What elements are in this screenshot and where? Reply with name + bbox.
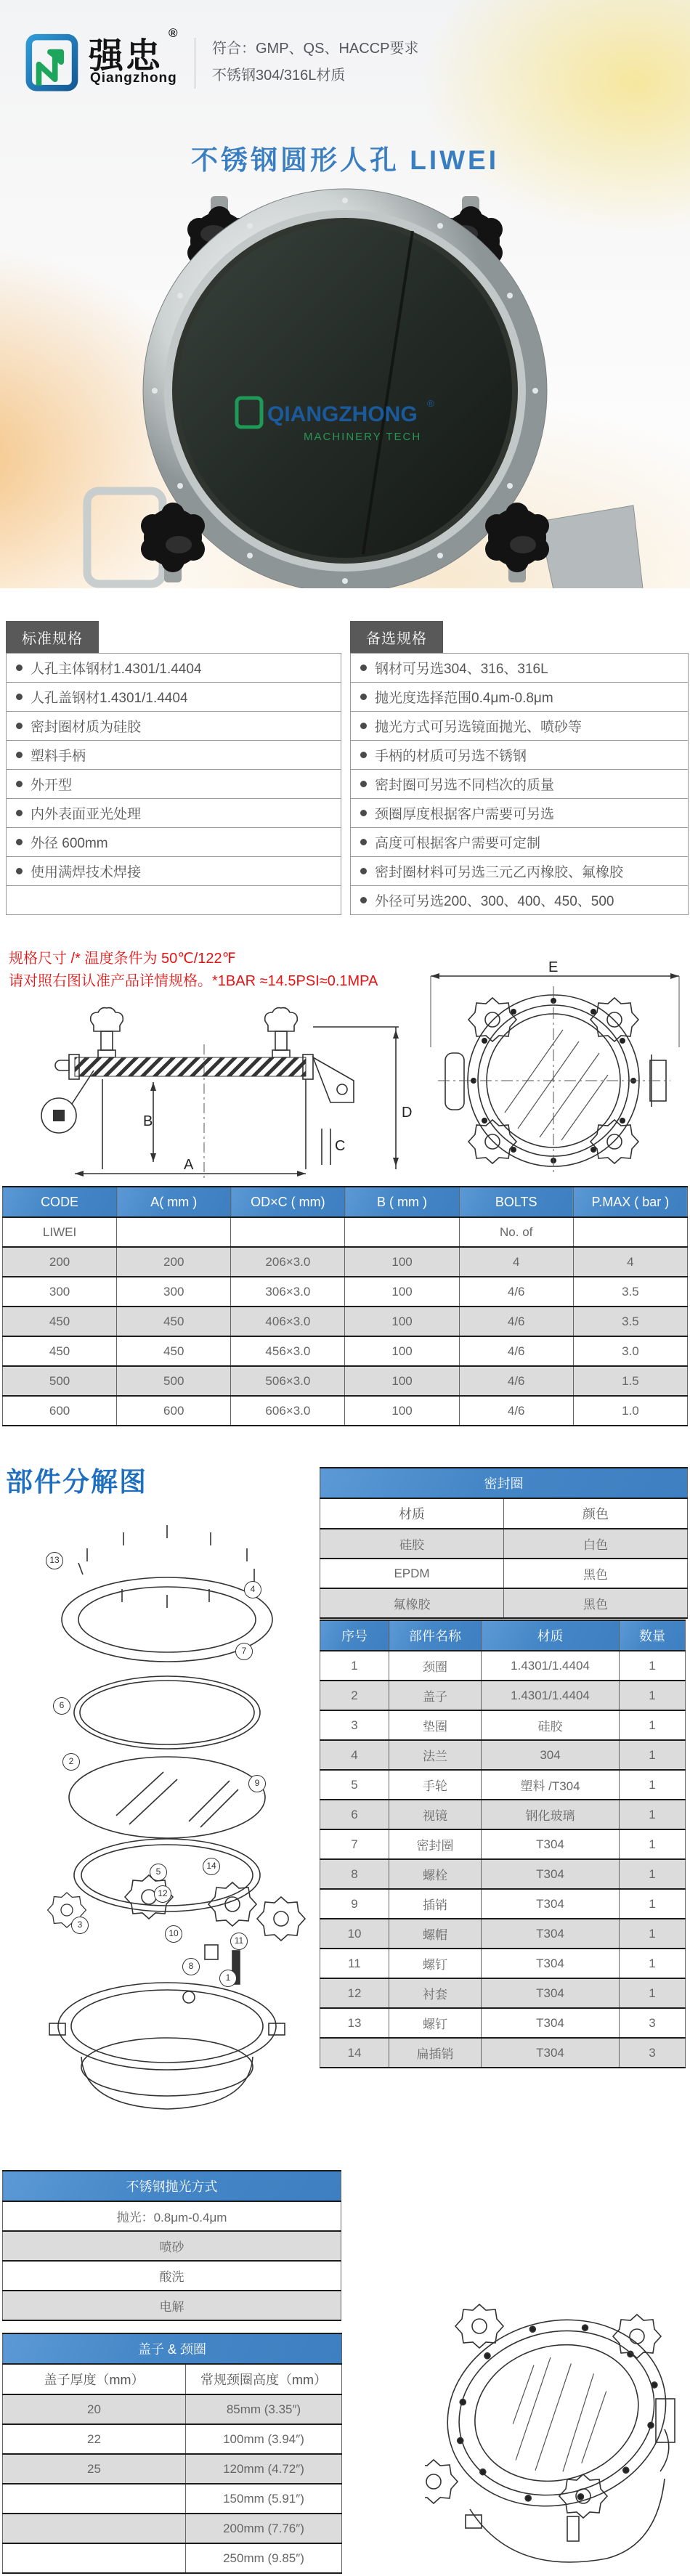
spec-item	[351, 712, 688, 741]
table-cell: 450	[117, 1307, 231, 1336]
bullet-icon	[16, 723, 23, 729]
perspective-drawing	[425, 2291, 690, 2576]
cross-section-drawing	[18, 1001, 414, 1184]
table-cell: 206×3.0	[231, 1247, 345, 1277]
part-callout-badge: 10	[165, 1925, 182, 1943]
table-cell: 1	[620, 1770, 686, 1800]
table-cell: 12	[320, 1978, 389, 2008]
part-callout-badge: 12	[154, 1885, 171, 1903]
spec-item-label: 颈圈厚度根据客户需要可另选	[375, 807, 555, 822]
table-row	[320, 1559, 688, 1588]
table-cell: LIWEI	[3, 1217, 117, 1247]
table-cell: 3.0	[573, 1336, 687, 1366]
table-cell: 100	[345, 1396, 459, 1426]
table-cell: 1.5	[573, 1366, 687, 1396]
spec-item	[7, 741, 341, 770]
front-view-drawing	[418, 960, 690, 1175]
table-cell: 11	[320, 1949, 389, 1978]
bullet-icon	[16, 752, 23, 758]
table-cell: 法兰	[389, 1740, 482, 1770]
table-cell: 14	[320, 2038, 389, 2068]
bullet-icon	[16, 839, 23, 845]
table-cell: 1	[620, 1681, 686, 1710]
table-cell: 5	[320, 1770, 389, 1800]
table-cell: 600	[117, 1396, 231, 1426]
parts-table	[320, 1620, 686, 2068]
cover-table-title-row	[3, 2333, 342, 2364]
spec-item	[351, 770, 688, 799]
part-callout-badge: 5	[150, 1864, 167, 1881]
spec-item	[351, 828, 688, 857]
hero-section	[0, 0, 690, 588]
spec-item-label: 高度可根据客户需要可定制	[375, 836, 541, 851]
bullet-icon	[16, 781, 23, 787]
header-cell: 数量	[620, 1620, 686, 1651]
table-cell: 黑色	[504, 1559, 688, 1588]
part-callout-badge: 4	[244, 1581, 261, 1598]
table-cell: 406×3.0	[231, 1307, 345, 1336]
table-cell: 1	[620, 1710, 686, 1740]
watermark-sub: MACHINERY TECH	[304, 431, 422, 443]
table-cell: 抛光：0.8μm-0.4μm	[3, 2201, 341, 2231]
spec-item	[7, 683, 341, 712]
table-row	[320, 1978, 686, 2008]
bullet-icon	[360, 723, 367, 729]
seal-table-title: 密封圈	[320, 1468, 688, 1498]
table-row	[320, 1651, 686, 1681]
table-row	[320, 1710, 686, 1740]
table-cell: 4	[573, 1247, 687, 1277]
brand-name-en: Qiangzhong	[90, 70, 177, 86]
table-cell: 酸洗	[3, 2261, 341, 2291]
header-cell: 序号	[320, 1620, 389, 1651]
table-cell: 电解	[3, 2291, 341, 2320]
header-cell: 盖子厚度（mm）	[3, 2364, 186, 2394]
table-row	[3, 1336, 688, 1366]
table-row	[320, 1829, 686, 1859]
table-cell: 500	[117, 1366, 231, 1396]
part-callout-badge: 6	[53, 1697, 70, 1715]
table-cell: 13	[320, 2008, 389, 2038]
header-cell: 部件名称	[389, 1620, 482, 1651]
table-cell: 手轮	[389, 1770, 482, 1800]
table-cell: 506×3.0	[231, 1366, 345, 1396]
header-cell: 颜色	[504, 1498, 688, 1529]
table-row	[3, 1366, 688, 1396]
table-cell: 颈圈	[389, 1651, 482, 1681]
table-cell: 25	[3, 2454, 186, 2484]
table-cell	[3, 2543, 186, 2573]
table-cell: 100	[345, 1247, 459, 1277]
spec-item-label: 外开型	[31, 778, 73, 793]
table-cell: EPDM	[320, 1559, 504, 1588]
table-row	[320, 1770, 686, 1800]
spec-item-label: 内外表面亚光处理	[31, 807, 142, 822]
parts-table-header-row	[320, 1620, 686, 1651]
table-cell: 硅胶	[482, 1710, 620, 1740]
table-cell: 垫圈	[389, 1710, 482, 1740]
table-row	[320, 1949, 686, 1978]
table-cell: 250mm (9.85″)	[186, 2543, 342, 2573]
standard-specs-list	[6, 653, 341, 915]
table-row	[3, 1307, 688, 1336]
table-cell: 2	[320, 1681, 389, 1710]
table-cell: 9	[320, 1889, 389, 1919]
spec-item-label: 人孔盖钢材1.4301/1.4404	[31, 691, 188, 706]
table-cell: 钢化玻璃	[482, 1800, 620, 1829]
bullet-icon	[360, 868, 367, 874]
spec-item-label: 人孔主体钢材1.4301/1.4404	[31, 662, 202, 677]
spec-item	[351, 857, 688, 886]
dim-label-a: A	[184, 1157, 194, 1173]
table-cell: 450	[117, 1336, 231, 1366]
cover-table-title: 盖子 & 颈圈	[3, 2333, 342, 2364]
size-table-header-row	[3, 1187, 688, 1217]
table-cell: 456×3.0	[231, 1336, 345, 1366]
table-row	[320, 1800, 686, 1829]
table-cell: 4	[320, 1740, 389, 1770]
polish-table-title: 不锈钢抛光方式	[3, 2171, 341, 2201]
table-cell: 盖子	[389, 1681, 482, 1710]
table-cell: 8	[320, 1859, 389, 1889]
table-row	[3, 2484, 342, 2514]
spec-item-label: 密封圈材料可另选三元乙丙橡胶、氟橡胶	[375, 865, 624, 880]
table-cell	[573, 1217, 687, 1247]
table-cell: 硅胶	[320, 1529, 504, 1559]
spec-item	[7, 654, 341, 683]
spec-item-label: 密封圈可另选不同档次的质量	[375, 778, 555, 793]
table-cell: 1	[620, 1651, 686, 1681]
spec-item	[351, 683, 688, 712]
table-cell: 4/6	[459, 1336, 573, 1366]
bullet-icon	[360, 897, 367, 903]
qiangzhong-logo-icon	[22, 33, 86, 93]
bullet-icon	[360, 694, 367, 700]
bullet-icon	[16, 665, 23, 671]
table-cell: 450	[3, 1336, 117, 1366]
seal-table-subhead-row	[320, 1498, 688, 1529]
table-cell: 3	[320, 1710, 389, 1740]
product-glass	[178, 224, 512, 558]
spec-item	[7, 770, 341, 799]
table-row	[3, 1217, 688, 1247]
header-cell: 常规颈圈高度（mm）	[186, 2364, 342, 2394]
table-row	[320, 1529, 688, 1559]
part-callout-badge: 1	[219, 1970, 237, 1987]
part-callout-badge: 11	[230, 1933, 248, 1950]
spec-item-label: 手柄的材质可另选不锈钢	[375, 749, 527, 764]
table-cell: 喷砂	[3, 2231, 341, 2261]
table-cell: 6	[320, 1800, 389, 1829]
cover-neck-table	[2, 2333, 342, 2574]
spec-item-label: 密封圈材质为硅胶	[31, 720, 142, 735]
spec-item	[7, 886, 341, 914]
table-cell: 200mm (7.76″)	[186, 2514, 342, 2543]
table-cell: 黑色	[504, 1588, 688, 1618]
spec-item	[351, 799, 688, 828]
table-cell: 4/6	[459, 1277, 573, 1307]
bullet-icon	[16, 694, 23, 700]
table-cell	[3, 2484, 186, 2514]
table-row	[3, 1277, 688, 1307]
cert-line-2: 不锈钢304/316L材质	[212, 68, 346, 84]
table-cell: 螺钉	[389, 1949, 482, 1978]
table-cell: 4/6	[459, 1396, 573, 1426]
table-cell: 扁插销	[389, 2038, 482, 2068]
table-cell: 300	[3, 1277, 117, 1307]
part-callout-badge: 9	[248, 1775, 266, 1792]
exploded-diagram	[15, 1518, 320, 2121]
table-cell: 200	[3, 1247, 117, 1277]
table-cell: 1	[620, 1859, 686, 1889]
table-cell: T304	[482, 1859, 620, 1889]
brand-name-cn: 强忠	[89, 37, 163, 76]
table-cell: 插销	[389, 1889, 482, 1919]
table-row	[3, 2454, 342, 2484]
table-cell: 1	[620, 1740, 686, 1770]
dim-label-e: E	[548, 960, 559, 975]
table-cell: 100	[345, 1307, 459, 1336]
table-cell: 视镜	[389, 1800, 482, 1829]
table-cell: 1	[620, 1829, 686, 1859]
part-callout-badge: 2	[62, 1753, 80, 1771]
product-photo	[0, 180, 690, 588]
table-cell: 100mm (3.94″)	[186, 2424, 342, 2454]
table-cell: 100	[345, 1336, 459, 1366]
table-row	[3, 2291, 341, 2320]
table-cell: 1.0	[573, 1396, 687, 1426]
table-cell: 密封圈	[389, 1829, 482, 1859]
table-cell: 85mm (3.35″)	[186, 2394, 342, 2424]
table-row	[3, 2514, 342, 2543]
bullet-icon	[360, 781, 367, 787]
spec-item-label: 使用满焊技术焊接	[31, 865, 142, 880]
table-cell: 606×3.0	[231, 1396, 345, 1426]
watermark-reg: ®	[427, 398, 434, 409]
table-cell: No. of	[459, 1217, 573, 1247]
table-row	[3, 2261, 341, 2291]
table-row	[320, 1919, 686, 1949]
table-row	[320, 1889, 686, 1919]
table-cell: 1	[320, 1651, 389, 1681]
exploded-section-title: 部件分解图	[6, 1467, 147, 1497]
table-cell: 500	[3, 1366, 117, 1396]
dim-label-c: C	[335, 1138, 346, 1154]
header-cell: A( mm )	[117, 1187, 231, 1217]
spec-item	[351, 741, 688, 770]
table-cell: 1	[620, 1800, 686, 1829]
header-cell: P.MAX ( bar )	[573, 1187, 687, 1217]
table-cell: 3	[620, 2038, 686, 2068]
header-cell: OD×C ( mm)	[231, 1187, 345, 1217]
bullet-icon	[360, 665, 367, 671]
table-cell: 150mm (5.91″)	[186, 2484, 342, 2514]
table-row	[320, 2038, 686, 2068]
cert-line-1: 符合：GMP、QS、HACCP要求	[212, 41, 419, 57]
part-callout-badge: 7	[235, 1643, 253, 1660]
table-cell: 4/6	[459, 1307, 573, 1336]
table-cell	[3, 2514, 186, 2543]
table-cell: 1.4301/1.4404	[482, 1681, 620, 1710]
spec-item	[7, 857, 341, 886]
spec-item-label: 外径可另选200、300、400、450、500	[375, 894, 614, 909]
bullet-icon	[360, 810, 367, 816]
spec-item-label: 钢材可另选304、316、316L	[375, 662, 548, 677]
spec-item-label: 抛光方式可另选镜面抛光、喷砂等	[375, 720, 583, 735]
table-cell: 300	[117, 1277, 231, 1307]
part-callout-badge: 14	[203, 1858, 220, 1875]
table-row	[3, 2231, 341, 2261]
table-cell: 10	[320, 1919, 389, 1949]
polish-table	[2, 2170, 341, 2321]
table-row	[320, 1740, 686, 1770]
size-table	[2, 1186, 688, 1426]
notice-text	[9, 948, 378, 993]
table-row	[3, 2424, 342, 2454]
dim-label-d: D	[402, 1105, 413, 1121]
table-cell: 螺钉	[389, 2008, 482, 2038]
polish-table-title-row	[3, 2171, 341, 2201]
table-cell: 306×3.0	[231, 1277, 345, 1307]
table-cell: 螺帽	[389, 1919, 482, 1949]
spec-item	[351, 654, 688, 683]
table-cell: 120mm (4.72″)	[186, 2454, 342, 2484]
table-row	[320, 1681, 686, 1710]
watermark-brand: QIANGZHONG	[267, 402, 418, 426]
spec-item	[351, 886, 688, 914]
cover-table-subhead-row	[3, 2364, 342, 2394]
table-cell: 氟橡胶	[320, 1588, 504, 1618]
table-cell: T304	[482, 1829, 620, 1859]
table-cell: 1	[620, 1919, 686, 1949]
table-cell: 1.4301/1.4404	[482, 1651, 620, 1681]
table-cell	[345, 1217, 459, 1247]
table-cell: T304	[482, 2038, 620, 2068]
table-cell: 600	[3, 1396, 117, 1426]
table-cell: 304	[482, 1740, 620, 1770]
spec-item-label: 外径 600mm	[31, 836, 108, 851]
header-cell: 材质	[482, 1620, 620, 1651]
table-cell: 100	[345, 1366, 459, 1396]
table-cell: T304	[482, 1889, 620, 1919]
header-cell: BOLTS	[459, 1187, 573, 1217]
table-cell: 200	[117, 1247, 231, 1277]
table-cell: 衬套	[389, 1978, 482, 2008]
table-row	[3, 1396, 688, 1426]
standard-specs-tab: 标准规格	[6, 621, 99, 653]
table-cell: 450	[3, 1307, 117, 1336]
table-cell: T304	[482, 1949, 620, 1978]
table-row	[3, 2543, 342, 2573]
table-cell: 白色	[504, 1529, 688, 1559]
seal-table-title-row	[320, 1468, 688, 1498]
header-cell: 材质	[320, 1498, 504, 1529]
spec-item-label: 抛光度选择范围0.4μm-0.8μm	[375, 691, 553, 706]
optional-specs-tab: 备选规格	[350, 621, 443, 653]
part-callout-badge: 3	[71, 1917, 89, 1934]
bullet-icon	[360, 839, 367, 845]
table-cell: 1	[620, 1949, 686, 1978]
table-cell: 3.5	[573, 1277, 687, 1307]
bullet-icon	[16, 868, 23, 874]
page-title: 不锈钢圆形人孔 LIWEI	[190, 145, 500, 175]
table-cell: 22	[3, 2424, 186, 2454]
notice-line-1: 规格尺寸 /* 温度条件为 50℃/122℉	[9, 951, 236, 967]
table-cell: 100	[345, 1277, 459, 1307]
spec-item-label: 塑料手柄	[31, 749, 86, 764]
part-callout-badge: 13	[46, 1552, 63, 1569]
table-cell: 塑料 /T304	[482, 1770, 620, 1800]
table-cell: 3	[620, 2008, 686, 2038]
table-cell: 3.5	[573, 1307, 687, 1336]
spec-item	[7, 799, 341, 828]
table-cell: 7	[320, 1829, 389, 1859]
table-row	[3, 1247, 688, 1277]
table-cell: 螺栓	[389, 1859, 482, 1889]
table-cell: 4/6	[459, 1366, 573, 1396]
dim-label-b: B	[143, 1113, 153, 1129]
table-row	[3, 2201, 341, 2231]
table-cell: 1	[620, 1978, 686, 2008]
spec-item	[7, 712, 341, 741]
spec-item	[7, 828, 341, 857]
bullet-icon	[16, 810, 23, 816]
table-row	[320, 2008, 686, 2038]
table-cell: 1	[620, 1889, 686, 1919]
table-row	[320, 1588, 688, 1618]
table-cell: T304	[482, 1978, 620, 2008]
table-row	[320, 1859, 686, 1889]
header-cell: CODE	[3, 1187, 117, 1217]
optional-specs-list	[350, 653, 689, 915]
product-right-bracket	[539, 505, 646, 588]
table-cell: 20	[3, 2394, 186, 2424]
header-cell: B ( mm )	[345, 1187, 459, 1217]
table-cell: T304	[482, 1919, 620, 1949]
table-cell: T304	[482, 2008, 620, 2038]
table-row	[3, 2394, 342, 2424]
table-cell: 4	[459, 1247, 573, 1277]
registered-mark-icon: ®	[169, 26, 178, 40]
seal-ring-table	[320, 1467, 688, 1619]
table-cell	[117, 1217, 231, 1247]
notice-line-2: 请对照右图认准产品详情规格。*1BAR ≈14.5PSI≈0.1MPA	[9, 973, 378, 989]
bullet-icon	[360, 752, 367, 758]
part-callout-badge: 8	[182, 1958, 200, 1975]
table-cell	[231, 1217, 345, 1247]
